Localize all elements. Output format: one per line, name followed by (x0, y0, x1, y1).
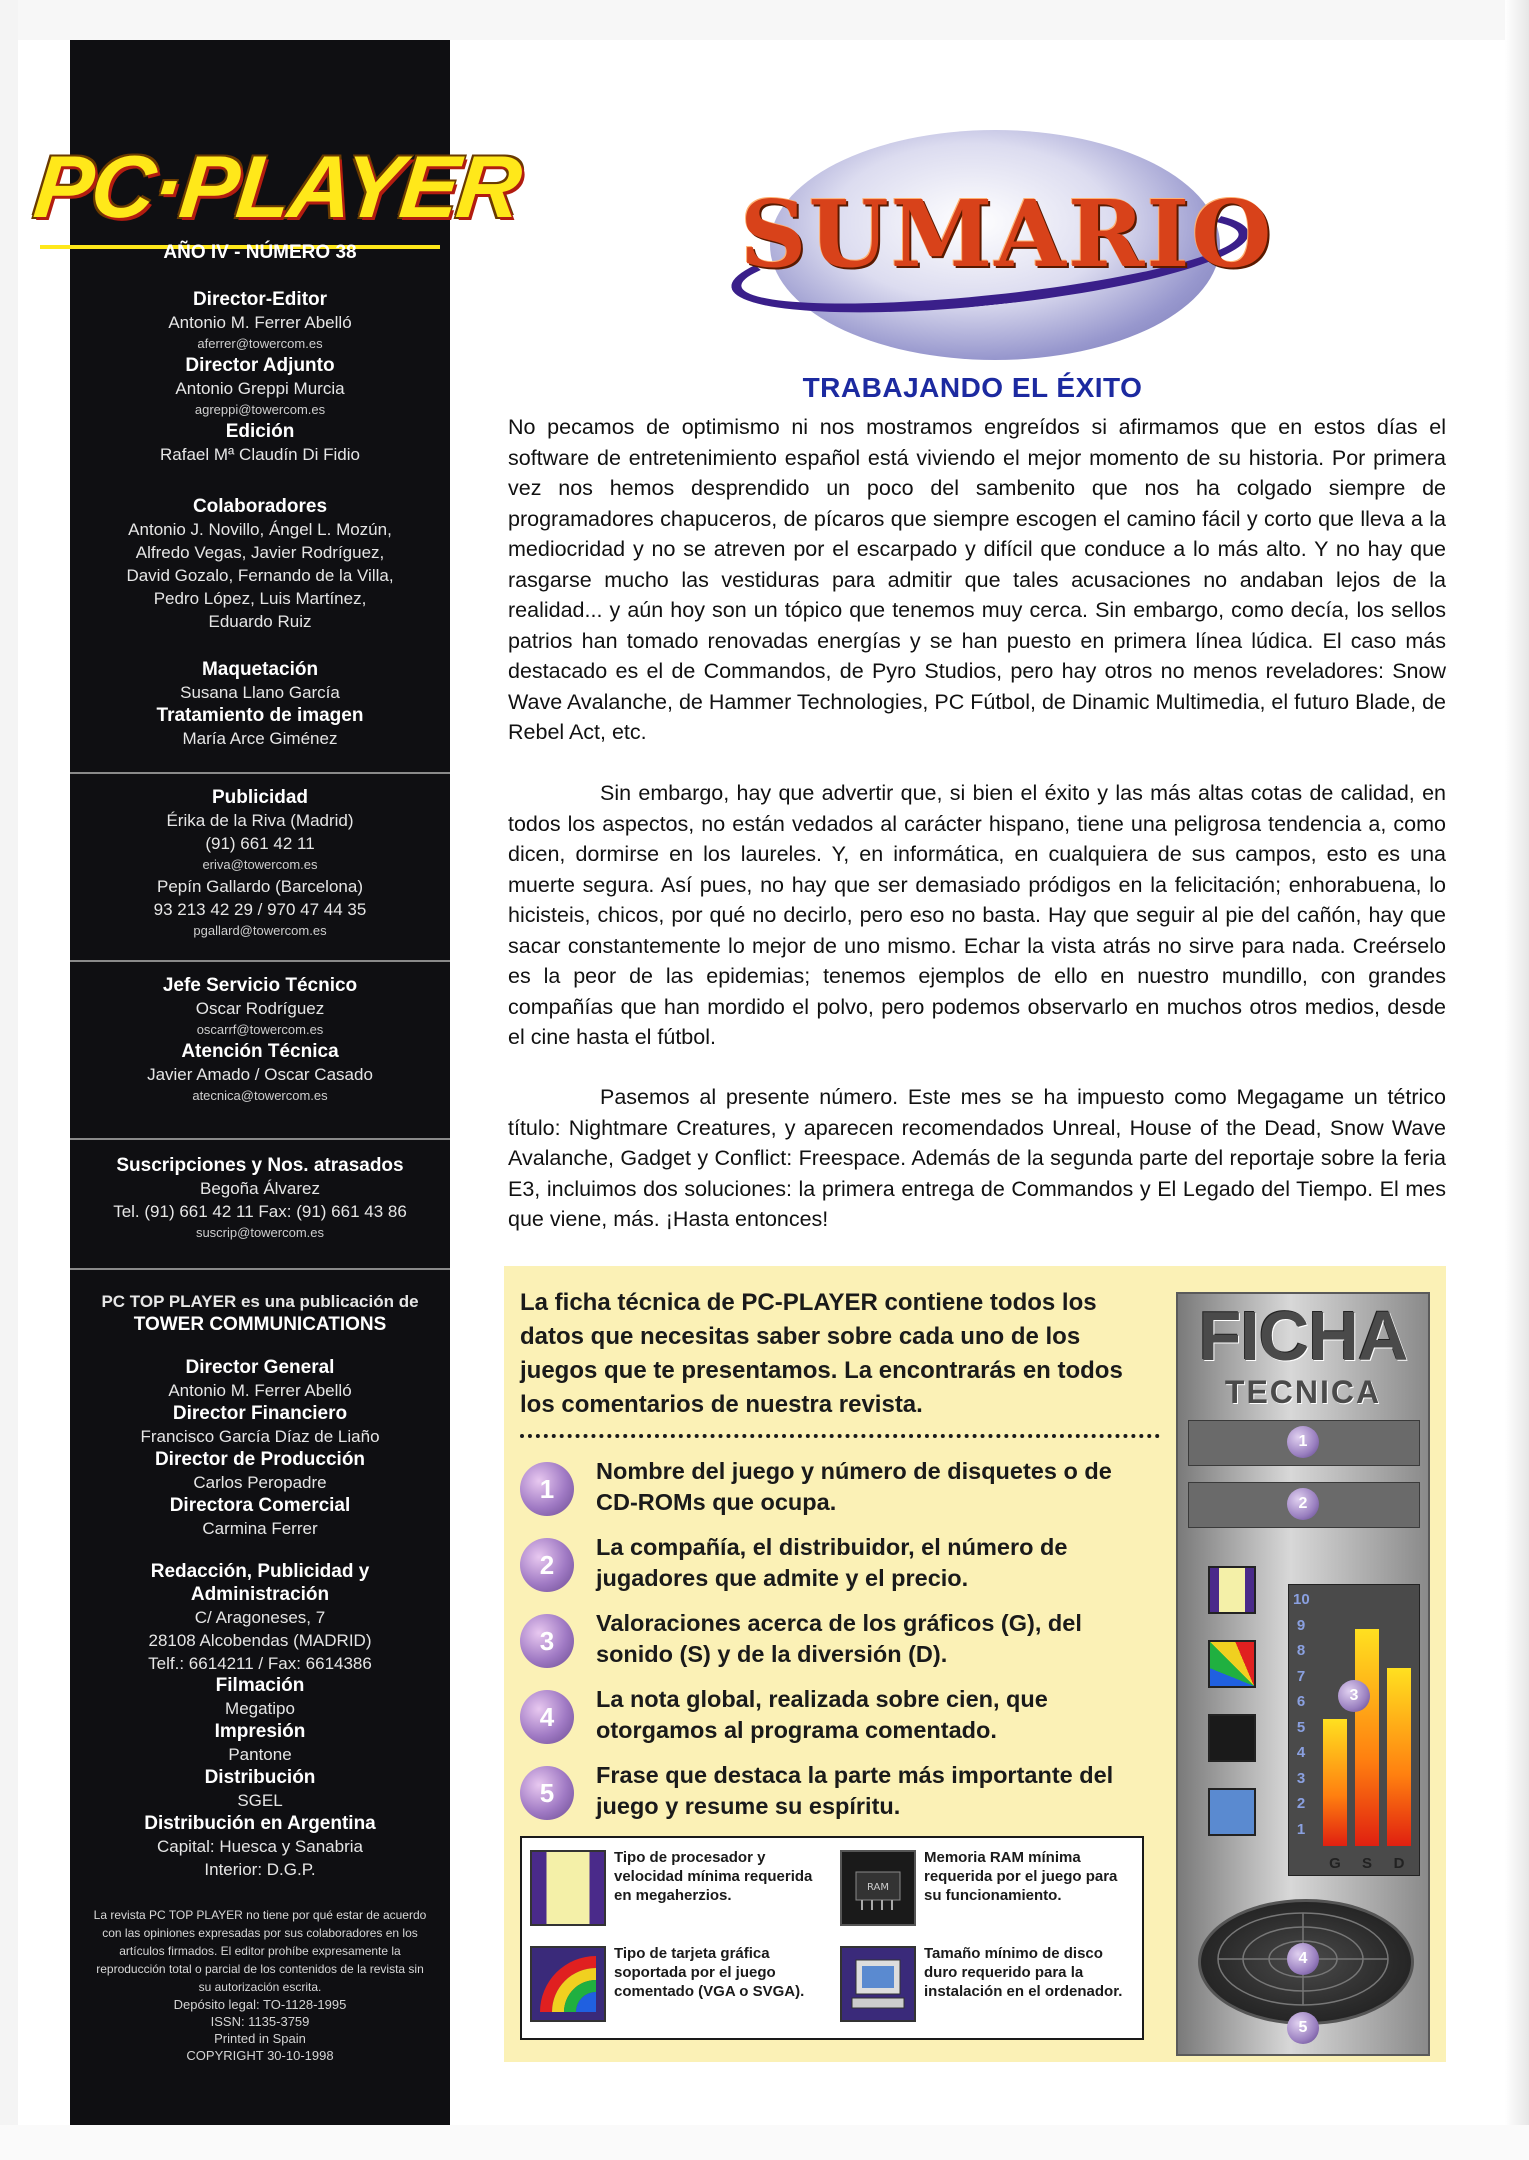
divider (70, 1138, 450, 1140)
number-badge: 1 (520, 1462, 574, 1516)
editorial-paragraph-1: No pecamos de optimismo ni nos mostramos engreídos si afirmamos que en estos días el software de entretenimiento español está viviendo el mejor momento de su historia. Por primera vez nos hemos desprendido un poco del sambenito que nos ha colgado siempre de programadores chapuceros, de pícaros que siempre escogen el camino fácil y corto que lleva a la mediocridad y no se atreven por el escarpado y difícil que conduce a lo más alto. Y no hay que rasgarse mucho las vestiduras para admitir que tales acusaciones no andaban lejos de la realidad... y aún hoy son un tópico que tenemos muy cerca. Sin embargo, como decía, los sellos patrios han tomado renovadas energías y se han puesto en primera línea lúdica. El caso más destacado es el de Commandos, de Pyro Studios, pero hay otros no menos reveladores: Snow Wave Avalanche, de Hammer Technologies, PC Fútbol, de Dinamic Multimedia, el futuro Blade, de Rebel Act, etc. (508, 415, 1446, 744)
staff-name: Rafael Mª Claudín Di Fidio (160, 445, 360, 464)
tick-label: 8 (1296, 1642, 1306, 1659)
technical-service: Jefe Servicio Técnico Oscar Rodríguez oscarrf@towercom.es Atención Técnica Javier Amado / Oscar Casado atecnica@towercom.es (147, 975, 373, 1103)
rating-chart (1288, 1584, 1420, 1876)
ficha-tecnica-panel (1176, 1292, 1430, 2056)
staff-role: Edición (225, 421, 295, 442)
staff-email: aferrer@towercom.es (197, 336, 323, 351)
staff-role: Director Adjunto (185, 355, 335, 376)
graphics-card-icon (1208, 1640, 1256, 1688)
panel-marker: 3 (1338, 1680, 1370, 1712)
divider (70, 1268, 450, 1270)
ficha-item: 3 Valoraciones acerca de los gráficos (G), del sonido (S) y de la diversión (D). (520, 1608, 1160, 1678)
editorial-staff (70, 288, 450, 466)
staff-role: Director-Editor (192, 289, 328, 310)
number-badge: 2 (520, 1538, 574, 1592)
scan-top-margin (0, 0, 1529, 40)
layout-credits: Maquetación Susana Llano García Tratamiento de imagen María Arce Giménez (156, 659, 364, 748)
divider (70, 772, 450, 774)
number-badge: 4 (520, 1690, 574, 1744)
tick-label: 2 (1296, 1795, 1306, 1812)
number-badge: 3 (520, 1614, 574, 1668)
staff-email: agreppi@towercom.es (194, 402, 326, 417)
tick-label: 4 (1296, 1744, 1306, 1761)
management: Director General Antonio M. Ferrer Abelló Director Financiero Francisco García Díaz de Liaño Director de Producción Carlos Peropadre Directora Comercial Carmina Ferrer (140, 1357, 380, 1538)
panel-title: FICHA (1198, 1297, 1408, 1375)
legend-item: Tipo de procesador y velocidad mínima requerida en megaherzios. (522, 1842, 822, 1934)
staff-name: Antonio M. Ferrer Abelló (168, 313, 352, 332)
tick-label: 1 (1296, 1820, 1306, 1838)
page-title: SUMARIO (740, 180, 1274, 288)
rating-bar-g (1323, 1719, 1347, 1847)
divider (70, 960, 450, 962)
tick-label: 5 (1296, 1718, 1306, 1736)
number-badge: 5 (520, 1766, 574, 1820)
scan-left-margin (0, 0, 18, 2160)
editorial-paragraph-2: Sin embargo, hay que advertir que, si bien el éxito y las más altas cotas de calidad, en todos los aspectos, no están vedados al carácter hispano, tiene una peligrosa tendencia a, como dicen, dormirse en los laureles. Y, en informática, en cualquiera de sus campos, esto es una muerte segura. Así pues, no hay que ser demasiado pródigos en la felicitación; enhorabuena, lo hicisteis, chicos, por qué no decirlo, pero eso no basta. Hay que seguir al pie del cañón, hay que sacar constantemente lo mejor de uno mismo. Echar la vista atrás no sirve para nada. Creérselo es la peor de las epidemias; tenemos ejemplos de ello en nuestro mundillo, con grandes compañías que han mordido el polvo, pero podemos observarlo en muchos otros medios, desde el cine hasta el fútbol. (508, 781, 1446, 1049)
panel-subtitle: TECNICA (1224, 1374, 1382, 1410)
processor-icon (530, 1850, 606, 1926)
graphics-card-icon (530, 1946, 606, 2022)
legend-item: RAM Memoria RAM mínima requerida por el juego para su funcionamiento. (832, 1842, 1132, 1934)
publisher-info: PC TOP PLAYER es una publicación de TOWER COMMUNICATIONS (101, 1292, 419, 1335)
panel-marker: 5 (1287, 2012, 1319, 2044)
ficha-item: 1 Nombre del juego y número de disquetes o de CD-ROMs que ocupa. (520, 1456, 1160, 1526)
axis-label: G (1329, 1855, 1341, 1872)
collaborators: Colaboradores Antonio J. Novillo, Ángel L. Mozún, Alfredo Vegas, Javier Rodríguez, David Gozalo, Fernando de la Villa, Pedro López, Luis Martínez, Eduardo Ruiz (126, 496, 394, 631)
ficha-item: 2 La compañía, el distribuidor, el número de jugadores que admite y el precio. (520, 1532, 1160, 1602)
advertising-credits: Publicidad Érika de la Riva (Madrid) (91) 661 42 11 eriva@towercom.es Pepín Gallardo (Barcelona) 93 213 42 29 / 970 47 44 35 pgallard@towercom.es (153, 787, 367, 938)
subscriptions: Suscripciones y Nos. atrasados Begoña Álvarez Tel. (91) 661 42 11 Fax: (91) 661 43 86 suscrip@towercom.es (113, 1155, 407, 1240)
ram-chip-icon (1208, 1714, 1256, 1762)
ficha-intro: La ficha técnica de PC-PLAYER contiene todos los datos que necesitas saber sobre cada uno de los juegos que te presentamos. La encontrarás en todos los comentarios de nuestra revista. (520, 1289, 1123, 1418)
requirements-legend (520, 1836, 1144, 2040)
pc-player-logo: PC·PLAYER (29, 137, 525, 236)
hard-disk-icon (840, 1946, 916, 2022)
rating-bar-s (1355, 1629, 1379, 1846)
ficha-tecnica-box (504, 1266, 1446, 2062)
processor-icon (1208, 1566, 1256, 1614)
dotted-separator (520, 1434, 1160, 1438)
sumario-logo (730, 110, 1274, 360)
tick-label: 9 (1296, 1616, 1306, 1634)
credits-sidebar (29, 40, 525, 2125)
issue-number: AÑO IV - NÚMERO 38 (163, 242, 357, 263)
ram-chip-icon (840, 1850, 916, 1926)
staff-name: Antonio Greppi Murcia (175, 379, 345, 398)
rating-bar-d (1387, 1668, 1411, 1847)
editorial-paragraph-3: Pasemos al presente número. Este mes se ha impuesto como Megagame un tétrico título: Nightmare Creatures, y aparecen recomendados Unreal, House of the Dead, Snow Wave Avalanche, Gadget y Conflict: Freespace. Además de la segunda parte del reportaje sobre la feria E3, incluimos dos soluciones: la primera entrega de Commandos y El Legado del Tiempo. El mes que viene, más. ¡Hasta entonces! (508, 1085, 1446, 1231)
tick-label: 3 (1296, 1769, 1306, 1787)
axis-label: S (1361, 1855, 1372, 1872)
editorial-headline: TRABAJANDO EL ÉXITO (802, 372, 1143, 403)
production-credits: Filmación Megatipo Impresión Pantone Distribución SGEL Distribución en Argentina Capital: Huesca y Sanabria Interior: D.G.P. (144, 1675, 376, 1879)
legal-info: Depósito legal: TO-1128-1995 ISSN: 1135-3759 Printed in Spain COPYRIGHT 30-10-1998 (173, 1997, 347, 2063)
disclaimer: La revista PC TOP PLAYER no tiene por qué estar de acuerdo con las opiniones expresadas por sus colaboradores en los artículos firmados. El editor prohíbe expresamente la reproducción total o parcial de los contenidos de la revista sin su autorización escrita. (93, 1908, 427, 1994)
axis-label: D (1393, 1855, 1405, 1872)
editorial-address: Redacción, Publicidad y Administración C/ Aragoneses, 7 28108 Alcobendas (MADRID) Telf.: 6614211 / Fax: 6614386 (148, 1561, 372, 1673)
tick-label: 10 (1293, 1591, 1310, 1608)
scan-right-margin (1505, 0, 1529, 2160)
legend-item: Tipo de tarjeta gráfica soportada por el juego comentado (VGA o SVGA). (522, 1938, 822, 2030)
legend-item: Tamaño mínimo de disco duro requerido para la instalación en el ordenador. (832, 1938, 1132, 2030)
ficha-item: 4 La nota global, realizada sobre cien, que otorgamos al programa comentado. (520, 1684, 1160, 1754)
ficha-item: 5 Frase que destaca la parte más importante del juego y resume su espíritu. (520, 1760, 1160, 1830)
scan-bottom-margin (0, 2125, 1529, 2160)
svg-text:RAM: RAM (866, 1882, 890, 1893)
panel-marker: 2 (1287, 1488, 1319, 1520)
panel-marker: 4 (1287, 1943, 1319, 1975)
score-radar (1198, 1899, 1414, 2025)
tick-label: 7 (1296, 1667, 1306, 1685)
hard-disk-icon (1208, 1788, 1256, 1836)
panel-marker: 1 (1287, 1426, 1319, 1458)
tick-label: 6 (1296, 1693, 1306, 1710)
